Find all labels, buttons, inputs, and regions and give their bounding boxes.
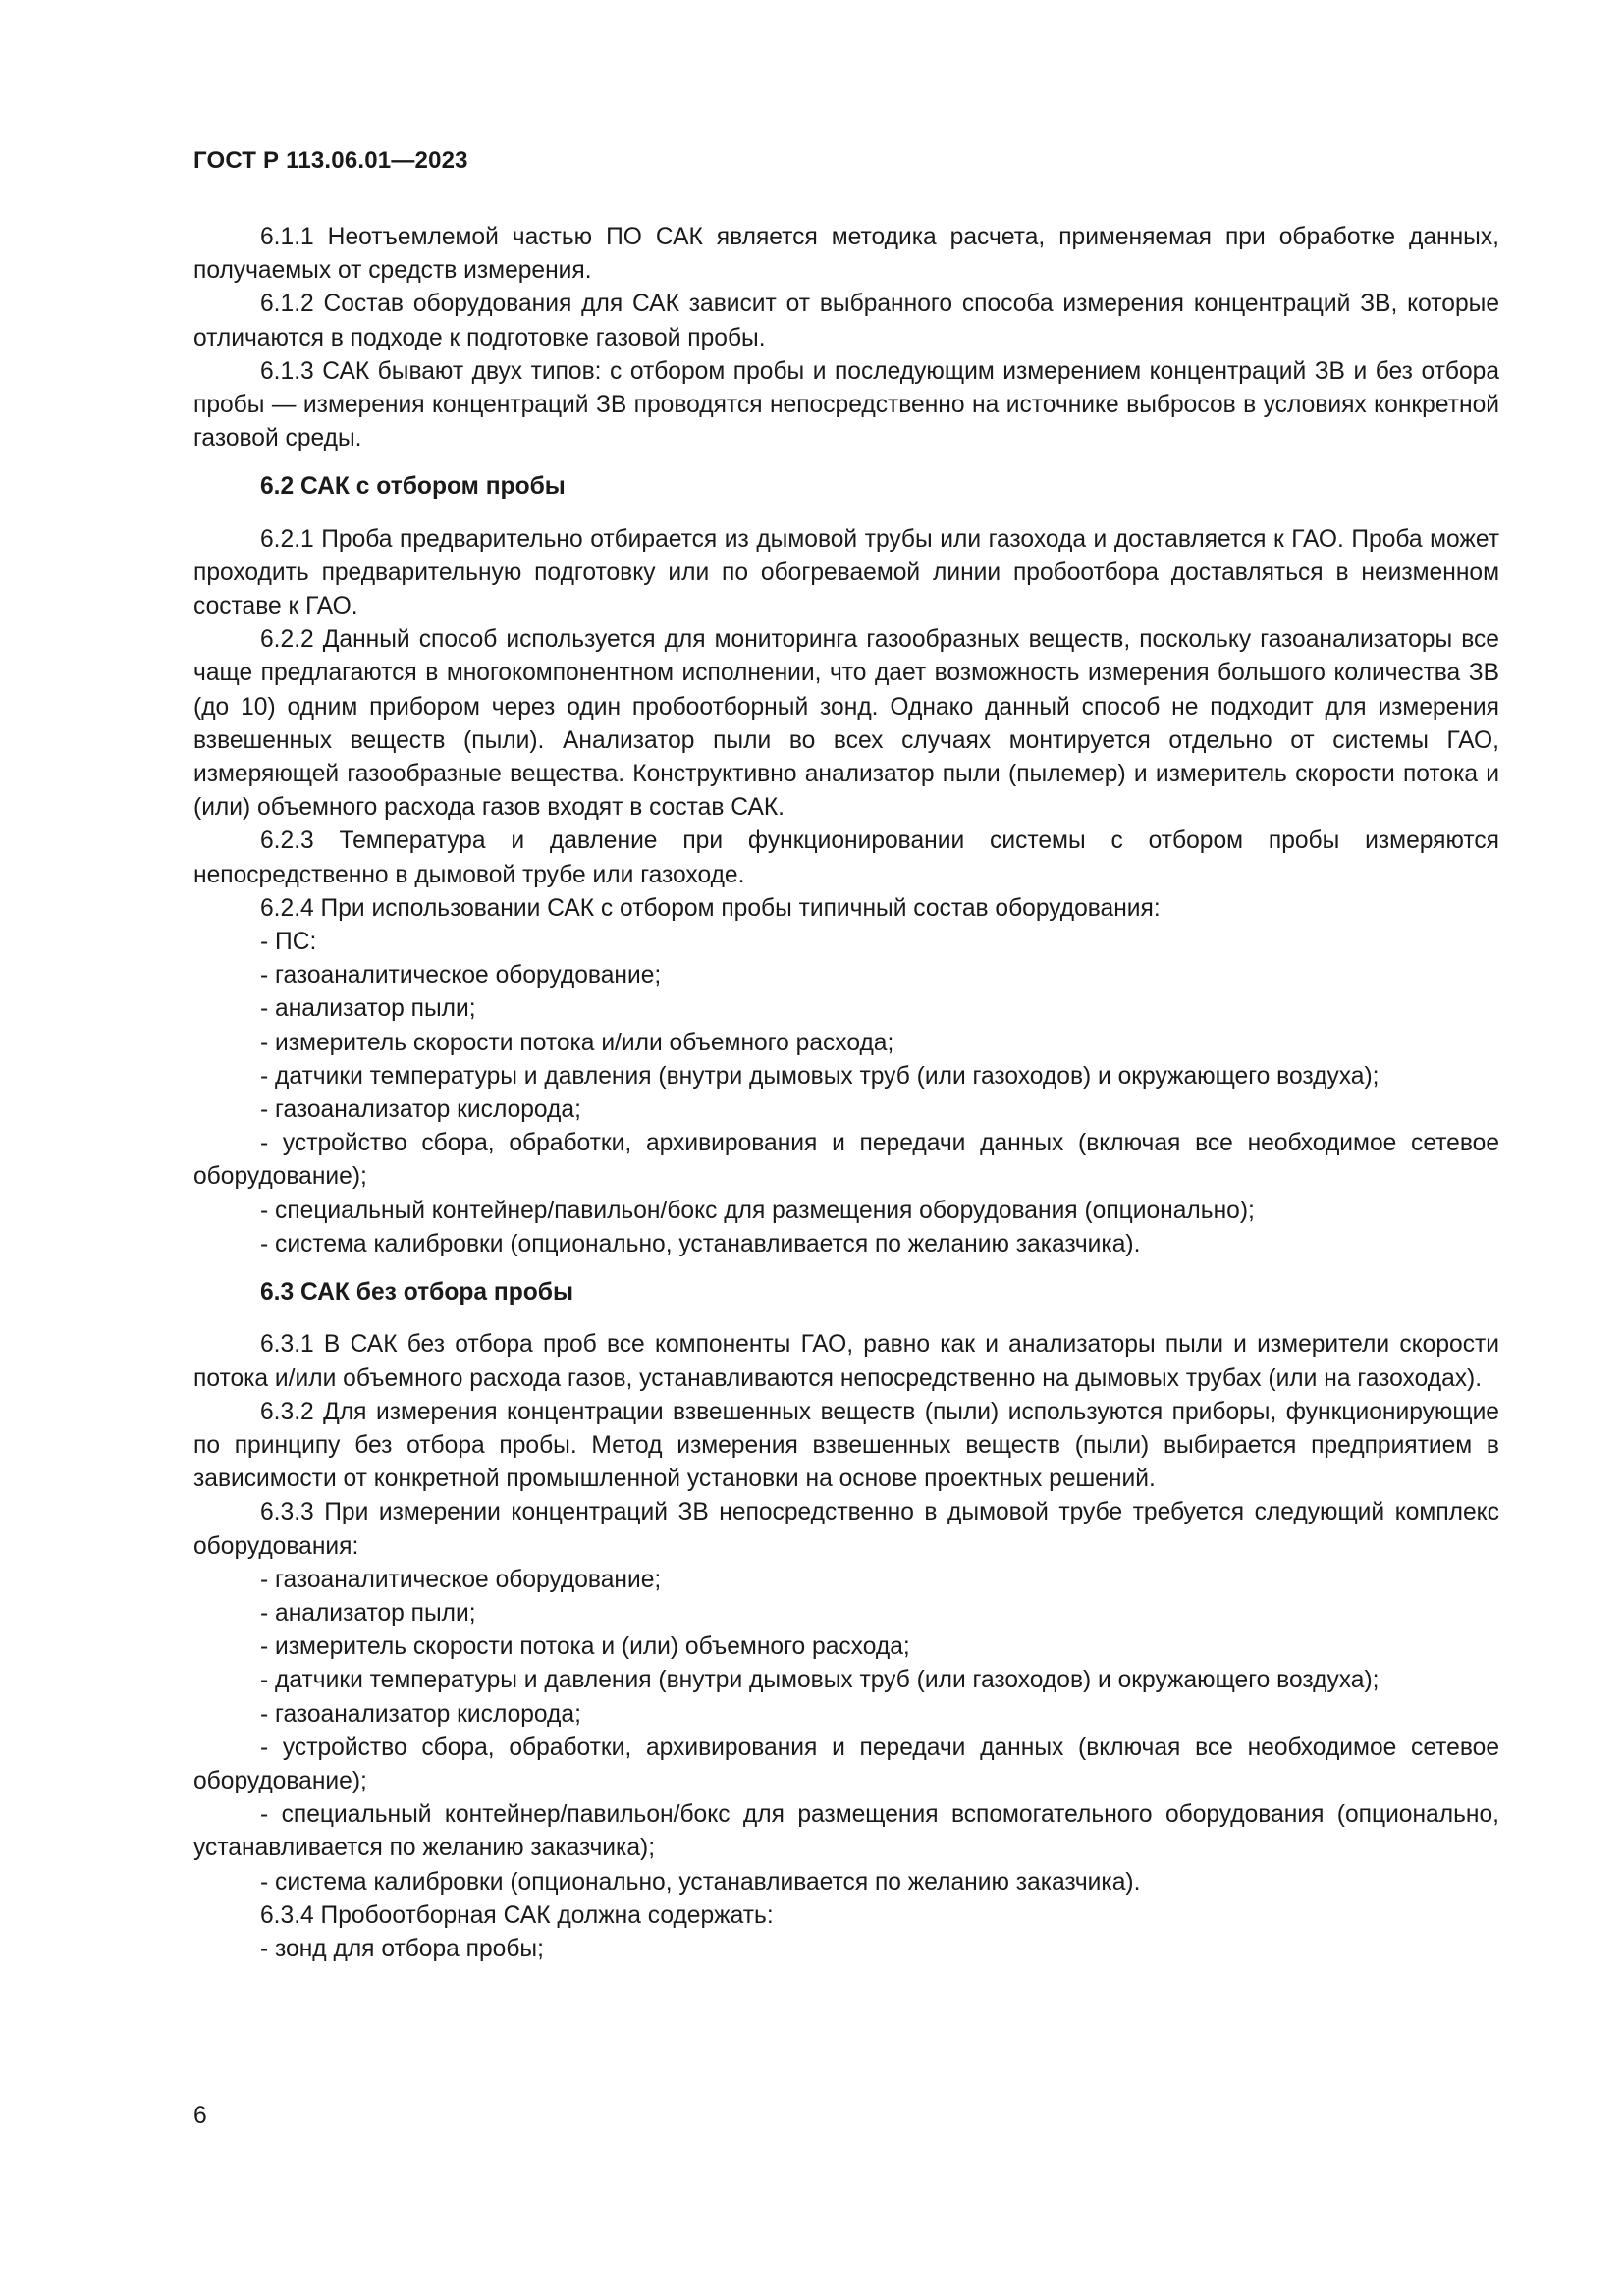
list-item: - система калибровки (опционально, устанавливается по желанию заказчика). [260,1230,1141,1257]
section-heading-6-3: 6.3 САК без отбора пробы [260,1279,573,1307]
section-heading-6-2: 6.2 САК с отбором пробы [260,473,566,501]
list-item: - специальный контейнер/павильон/бокс для размещения оборудования (опционально); [260,1197,1255,1224]
page-number: 6 [193,2103,207,2129]
paragraph-6-2-4: 6.2.4 При использовании САК с отбором пробы типичный состав оборудования: [260,894,1161,922]
list-item: - газоанализатор кислорода; [260,1096,581,1124]
paragraph-6-3-2: 6.3.2 Для измерения концентрации взвешенных веществ (пыли) используются приборы, функционирующие по принципу без отбора пробы. Метод измерения взвешенных веществ (пыли) выбирается предприятием в зависимости от конкретной промышленной установки на основе проектных решений. [193,1398,1499,1493]
paragraph-6-1-1: 6.1.1 Неотъемлемой частью ПО САК является методика расчета, применяемая при обработке данных, получаемых от средств измерения. [193,224,1499,285]
paragraph-6-3-4: 6.3.4 Пробоотборная САК должна содержать: [260,1901,774,1929]
list-item: - газоанализатор кислорода; [260,1700,581,1728]
document-body [193,221,1499,1966]
paragraph-6-3-3: 6.3.3 При измерении концентраций ЗВ непосредственно в дымовой трубе требуется следующий комплекс оборудования: [193,1499,1499,1560]
list-item: - система калибровки (опционально, устанавливается по желанию заказчика). [260,1868,1141,1896]
paragraph-6-2-3: 6.2.3 Температура и давление при функционировании системы с отбором пробы измеряются непосредственно в дымовой трубе или газоходе. [193,828,1499,888]
list-item: - анализатор пыли; [260,995,476,1023]
paragraph-6-2-1: 6.2.1 Проба предварительно отбирается из дымовой трубы или газохода и доставляется к ГАО. Проба может проходить предварительную подготовку или по обогреваемой линии пробоотбора доставляться в неизменном составе к ГАО. [193,525,1499,620]
paragraph-6-1-3: 6.1.3 САК бывают двух типов: с отбором пробы и последующим измерением концентраций ЗВ и без отбора пробы — измерения концентраций ЗВ проводятся непосредственно на источнике выбросов в условиях конкретной газовой среды. [193,357,1499,453]
list-item: - измеритель скорости потока и/или объемного расхода; [260,1029,894,1056]
list-item: - устройство сбора, обработки, архивирования и передачи данных (включая все необходимое сетевое оборудование); [193,1734,1499,1794]
list-item: - измеритель скорости потока и (или) объемного расхода; [260,1633,910,1661]
paragraph-6-3-1: 6.3.1 В САК без отбора проб все компоненты ГАО, равно как и анализаторы пыли и измерители скорости потока и/или объемного расхода газов, устанавливаются непосредственно на дымовых трубах (или на газоходах). [193,1331,1499,1392]
paragraph-6-1-2: 6.1.2 Состав оборудования для САК зависит от выбранного способа измерения концентраций ЗВ, которые отличаются в подходе к подготовке газовой пробы. [193,291,1499,351]
list-item: - датчики температуры и давления (внутри дымовых труб (или газоходов) и окружающего воздуха); [260,1667,1380,1694]
list-item: - зонд для отбора пробы; [260,1935,544,1962]
document-header: ГОСТ Р 113.06.01—2023 [193,147,468,174]
paragraph-6-2-2: 6.2.2 Данный способ используется для мониторинга газообразных веществ, поскольку газоанализаторы все чаще предлагаются в многокомпонентном исполнении, что дает возможность измерения большого количества ЗВ (до 10) одним прибором через один пробоотборный зонд. Однако данный способ не подходит для измерения взвешенных веществ (пыли). Анализатор пыли во всех случаях монтируется отдельно от системы ГАО, измеряющей газообразные вещества. Конструктивно анализатор пыли (пылемер) и измеритель скорости потока и (или) объемного расхода газов входят в состав САК. [193,626,1499,822]
list-item: - анализатор пыли; [260,1599,476,1627]
list-item: - устройство сбора, обработки, архивирования и передачи данных (включая все необходимое сетевое оборудование); [193,1130,1499,1191]
list-item: - ПС: [260,929,317,956]
list-item: - специальный контейнер/павильон/бокс для размещения вспомогательного оборудования (опционально, устанавливается по желанию заказчика); [193,1801,1499,1862]
list-item: - газоаналитическое оборудование; [260,1566,662,1593]
list-item: - датчики температуры и давления (внутри дымовых труб (или газоходов) и окружающего воздуха); [260,1062,1380,1090]
list-item: - газоаналитическое оборудование; [260,962,662,989]
